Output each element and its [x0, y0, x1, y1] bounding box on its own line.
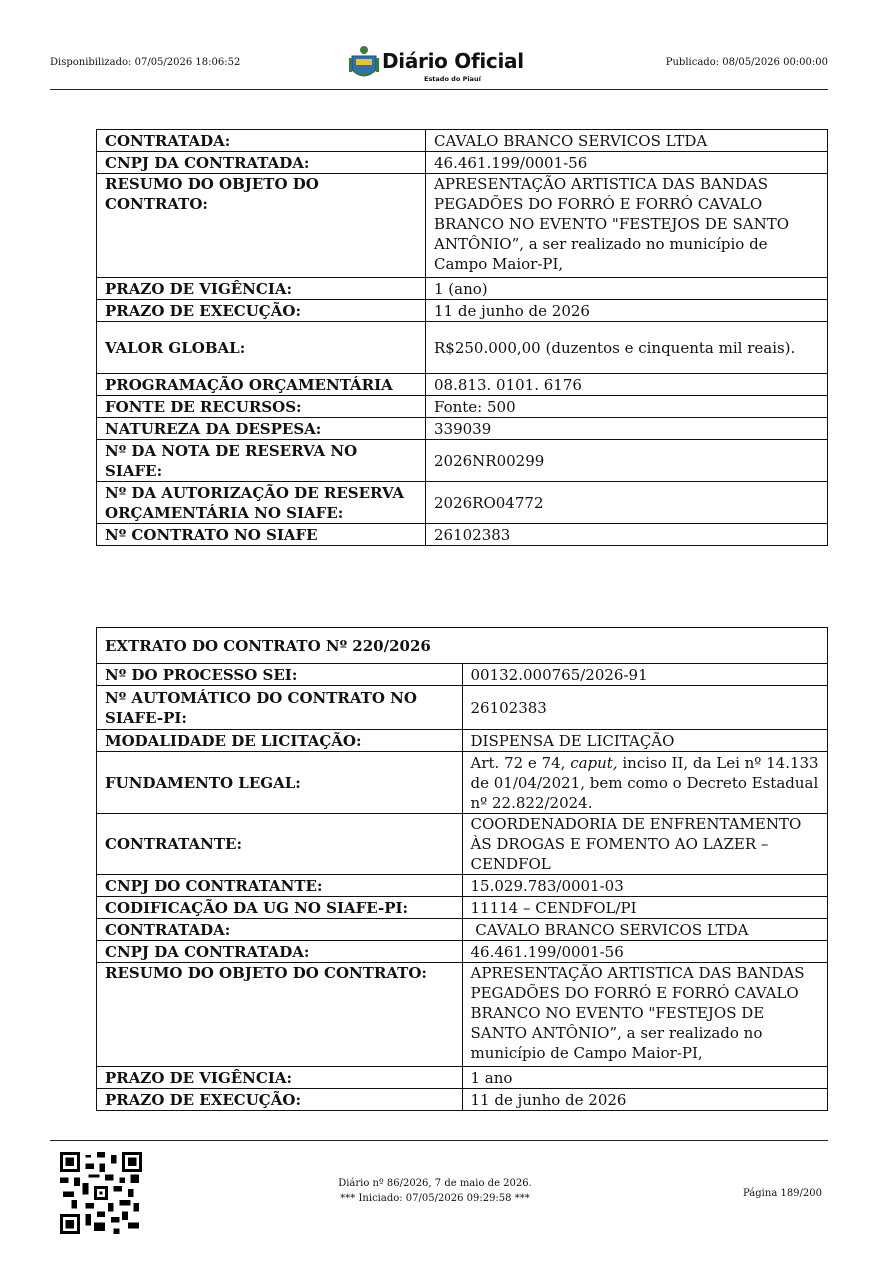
row-value: 11 de junho de 2026: [426, 300, 828, 322]
table-row: [97, 300, 828, 322]
row-value: 26102383: [426, 524, 828, 546]
row-value: 2026NR00299: [426, 440, 828, 482]
table-row: [97, 752, 828, 814]
table-row: [97, 875, 828, 897]
row-value: R$250.000,00 (duzentos e cinquenta mil reais).: [426, 322, 828, 374]
logo-subtitle: Estado do Piauí: [424, 75, 481, 83]
row-value: 1 (ano): [426, 278, 828, 300]
table-row: [97, 482, 828, 524]
diary-edition: Diário nº 86/2026, 7 de maio de 2026.: [338, 1178, 532, 1189]
row-value: 26102383: [462, 686, 828, 730]
page-number: Página 189/200: [743, 1188, 822, 1199]
table-row: [97, 1089, 828, 1111]
coat-of-arms-icon: [348, 44, 380, 84]
row-value: 08.813. 0101. 6176: [426, 374, 828, 396]
row-label: VALOR GLOBAL:: [97, 322, 426, 374]
legal-basis-end: inciso II, da Lei nº 14.133 de 01/04/2021, bem como o Decreto Estadual nº 22.822/2024.: [470, 753, 819, 812]
row-label: RESUMO DO OBJETO DO CONTRATO:: [97, 963, 463, 1067]
table-title-row: [97, 628, 828, 664]
row-value: CAVALO BRANCO SERVICOS LTDA: [426, 130, 828, 152]
table-row: [97, 814, 828, 875]
extract-title: EXTRATO DO CONTRATO Nº 220/2026: [97, 628, 828, 664]
row-label: MODALIDADE DE LICITAÇÃO:: [97, 730, 463, 752]
diary-started: *** Iniciado: 07/05/2026 09:29:58 ***: [340, 1193, 530, 1204]
row-label: Nº DA AUTORIZAÇÃO DE RESERVA ORÇAMENTÁRIA NO SIAFE:: [97, 482, 426, 524]
table-row: [97, 941, 828, 963]
row-value: 11 de junho de 2026: [462, 1089, 828, 1111]
row-label: Nº DO PROCESSO SEI:: [97, 664, 463, 686]
row-label: Nº DA NOTA DE RESERVA NO SIAFE:: [97, 440, 426, 482]
row-value: APRESENTAÇÃO ARTISTICA DAS BANDAS PEGADÕES DO FORRÓ E FORRÓ CAVALO BRANCO NO EVENTO "FESTEJOS DE SANTO ANTÔNIO”, a ser realizado no município de Campo Maior-PI,: [462, 963, 828, 1067]
row-value: CAVALO BRANCO SERVICOS LTDA: [462, 919, 828, 941]
row-value: 46.461.199/0001-56: [426, 152, 828, 174]
contract-extract-table: [96, 627, 828, 1111]
row-label: PRAZO DE VIGÊNCIA:: [97, 278, 426, 300]
row-label: PRAZO DE EXECUÇÃO:: [97, 1089, 463, 1111]
row-label: CONTRATANTE:: [97, 814, 463, 875]
row-label: FUNDAMENTO LEGAL:: [97, 752, 463, 814]
page-header: [50, 40, 828, 90]
row-value: [462, 752, 828, 814]
table-row: [97, 897, 828, 919]
table-row: [97, 686, 828, 730]
row-label: FONTE DE RECURSOS:: [97, 396, 426, 418]
row-label: RESUMO DO OBJETO DO CONTRATO:: [97, 174, 426, 278]
table-row: [97, 730, 828, 752]
table-row: [97, 322, 828, 374]
table-row: [97, 524, 828, 546]
row-value: DISPENSA DE LICITAÇÃO: [462, 730, 828, 752]
row-label: CODIFICAÇÃO DA UG NO SIAFE-PI:: [97, 897, 463, 919]
row-value: Fonte: 500: [426, 396, 828, 418]
legal-basis-italic: caput,: [570, 753, 618, 772]
legal-basis-start: Art. 72 e 74,: [470, 753, 571, 772]
row-label: CONTRATADA:: [97, 919, 463, 941]
row-label: Nº CONTRATO NO SIAFE: [97, 524, 426, 546]
row-label: NATUREZA DA DESPESA:: [97, 418, 426, 440]
availability-date: Disponibilizado: 07/05/2026 18:06:52: [50, 57, 241, 68]
table-row: [97, 440, 828, 482]
row-label: PRAZO DE EXECUÇÃO:: [97, 300, 426, 322]
row-label: CNPJ DO CONTRATANTE:: [97, 875, 463, 897]
publication-date: Publicado: 08/05/2026 00:00:00: [665, 57, 828, 68]
table-row: [97, 1067, 828, 1089]
row-label: Nº AUTOMÁTICO DO CONTRATO NO SIAFE-PI:: [97, 686, 463, 730]
row-label: PRAZO DE VIGÊNCIA:: [97, 1067, 463, 1089]
table-row: [97, 963, 828, 1067]
table-row: [97, 152, 828, 174]
table-row: [97, 919, 828, 941]
row-value: 1 ano: [462, 1067, 828, 1089]
row-value: 339039: [426, 418, 828, 440]
table-row: [97, 396, 828, 418]
table-row: [97, 130, 828, 152]
table-row: [97, 174, 828, 278]
contract-details-table: [96, 129, 828, 546]
diario-oficial-logo: [348, 44, 528, 84]
table-row: [97, 278, 828, 300]
row-label: PROGRAMAÇÃO ORÇAMENTÁRIA: [97, 374, 426, 396]
row-value: APRESENTAÇÃO ARTISTICA DAS BANDAS PEGADÕES DO FORRÓ E FORRÓ CAVALO BRANCO NO EVENTO "FESTEJOS DE SANTO ANTÔNIO”, a ser realizado no município de Campo Maior-PI,: [426, 174, 828, 278]
row-value: 15.029.783/0001-03: [462, 875, 828, 897]
row-value: 2026RO04772: [426, 482, 828, 524]
row-value: 11114 – CENDFOL/PI: [462, 897, 828, 919]
logo-title: Diário Oficial: [382, 49, 524, 73]
row-value: COORDENADORIA DE ENFRENTAMENTO ÀS DROGAS E FOMENTO AO LAZER – CENDFOL: [462, 814, 828, 875]
footer-divider: [50, 1140, 828, 1141]
table-row: [97, 418, 828, 440]
table-row: [97, 664, 828, 686]
table-row: [97, 374, 828, 396]
row-label: CNPJ DA CONTRATADA:: [97, 941, 463, 963]
row-label: CONTRATADA:: [97, 130, 426, 152]
row-value: 00132.000765/2026-91: [462, 664, 828, 686]
row-label: CNPJ DA CONTRATADA:: [97, 152, 426, 174]
row-value: 46.461.199/0001-56: [462, 941, 828, 963]
